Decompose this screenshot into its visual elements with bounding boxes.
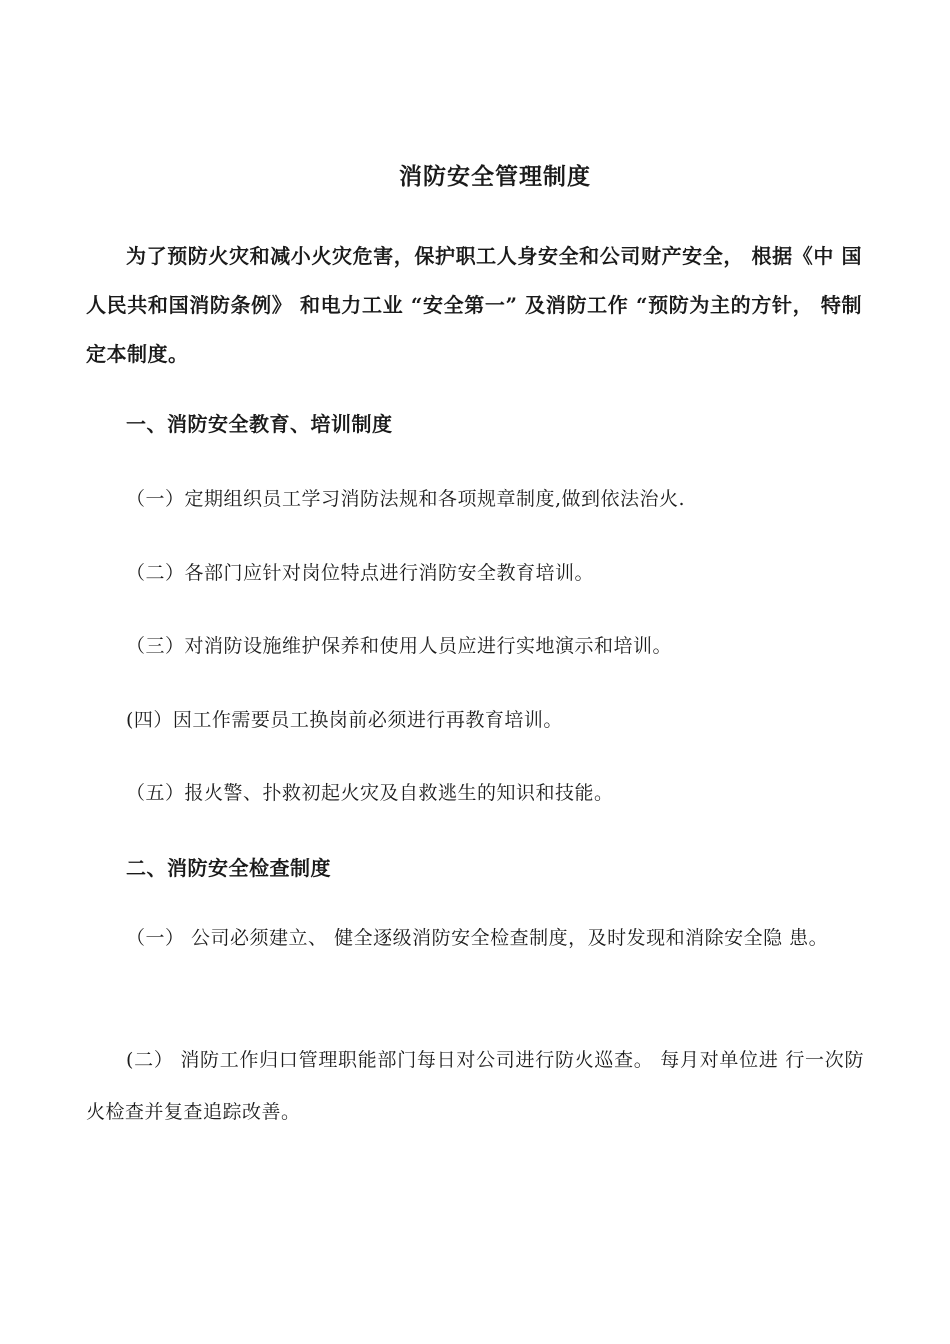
list-item: (四）因工作需要员工换岗前必须进行再教育培训。: [126, 709, 563, 731]
document-title: 消防安全管理制度: [399, 163, 591, 190]
list-item: （三）对消防设施维护保养和使用人员应进行实地演示和培训。: [126, 635, 673, 657]
intro-paragraph: 为了预防火灾和减小火灾危害，保护职工人身安全和公司财产安全， 根据《中 国人民共和国消防条例》 和电力工业 “安全第一” 及消防工作 “预防为主的方针， 特制定本制度。: [86, 244, 862, 366]
section-heading-inspection: 二、消防安全检查制度: [126, 856, 331, 880]
list-item: （五）报火警、扑救初起火灾及自救逃生的知识和技能。: [126, 782, 614, 804]
list-item: （一）定期组织员工学习消防法规和各项规章制度,做到依法治火.: [126, 488, 686, 510]
inspection-paragraph: (二） 消防工作归口管理职能部门每日对公司进行防火巡查。 每月对单位进 行一次防火检查并复查追踪改善。: [86, 1049, 864, 1123]
section-heading-education: 一、消防安全教育、培训制度: [126, 412, 393, 436]
list-item: （二）各部门应针对岗位特点进行消防安全教育培训。: [126, 562, 595, 584]
inspection-paragraph: （一） 公司必须建立、 健全逐级消防安全检查制度，及时发现和消除安全隐 患。: [126, 927, 829, 949]
